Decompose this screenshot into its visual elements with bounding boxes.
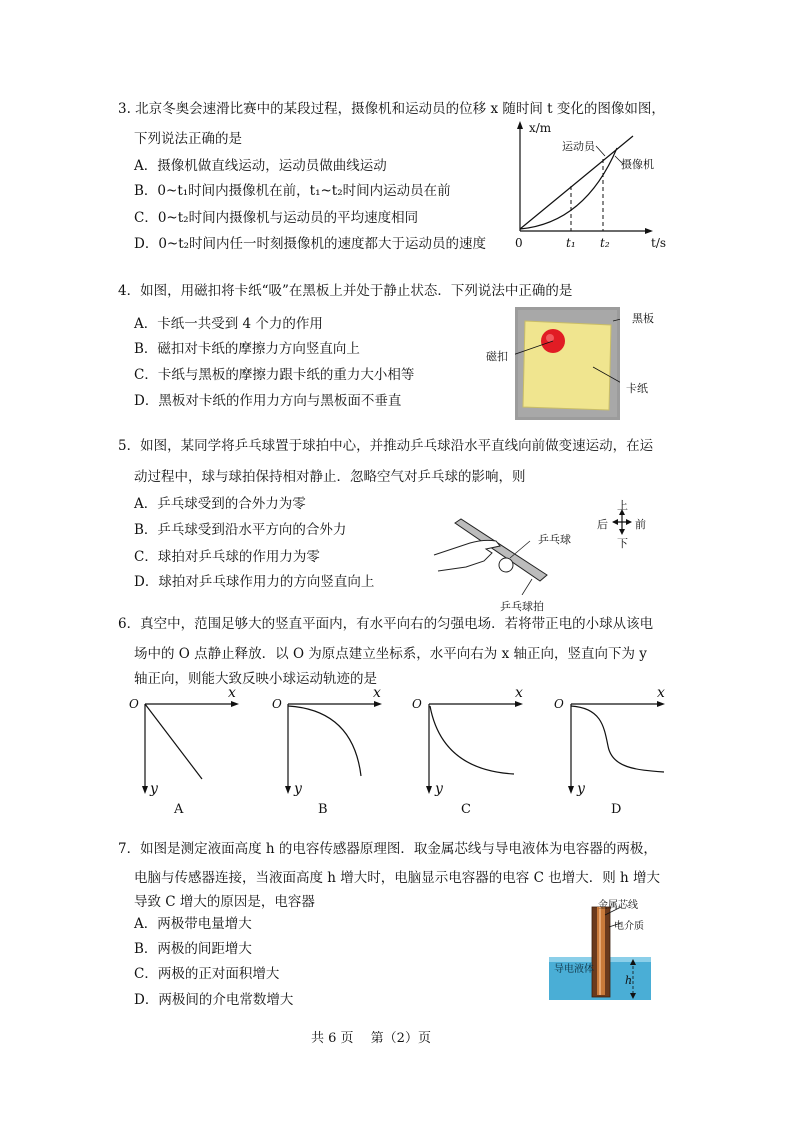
q5-stem-line2: 动过程中，球与球拍保持相对静止．忽略空气对乒乓球的影响，则 [134, 469, 526, 485]
q3-t1-label: t₁ [566, 236, 576, 250]
q3-option-d: D．0~t₂时间内任一时刻摄像机的速度都大于运动员的速度 [134, 236, 487, 252]
card-paper [523, 321, 611, 410]
q6-b-origin: O [272, 697, 282, 711]
q6-d-x: x [657, 685, 665, 701]
q5-option-c: C．球拍对乒乓球的作用力为零 [134, 549, 320, 565]
q3-option-c: C．0~t₂时间内摄像机与运动员的平均速度相同 [134, 210, 419, 226]
q4-board-label: 黑板 [632, 312, 654, 325]
q4-option-a: A．卡纸一共受到 4 个力的作用 [134, 316, 323, 332]
trajectory-concave-up [430, 706, 514, 774]
q6-a-origin: O [129, 697, 139, 711]
q5-down-label: 下 [617, 537, 628, 550]
q7-option-a: A．两极带电量增大 [134, 916, 252, 932]
q3-athlete-label: 运动员 [562, 140, 595, 153]
q4-magnet-label: 磁扣 [486, 350, 508, 363]
q7-liquid-label: 导电液体 [554, 964, 594, 975]
q7-stem-line3: 导致 C 增大的原因是，电容器 [134, 894, 315, 910]
q5-ball-label: 乒乓球 [538, 533, 571, 546]
q6-c-x: x [515, 685, 523, 701]
q7-stem-line2: 电脑与传感器连接，当液面高度 h 增大时，电脑显示电容器的电容 C 也增大．则 h 增大 [134, 870, 660, 886]
q7-option-b: B．两极的间距增大 [134, 941, 252, 957]
q5-up-label: 上 [617, 499, 628, 512]
q5-paddle-label: 乒乓球拍 [500, 600, 544, 613]
q3-t2-label: t₂ [600, 236, 610, 250]
q6-c-y: y [435, 781, 443, 797]
q4-option-c: C．卡纸与黑板的摩擦力跟卡纸的重力大小相等 [134, 367, 415, 383]
q6-caption-a: A [174, 802, 184, 817]
q5-option-b: B．乒乓球受到沿水平方向的合外力 [134, 522, 347, 538]
page-footer: 共 6 页 第（2）页 [311, 1031, 431, 1046]
q3-origin-label: 0 [515, 236, 523, 250]
q6-d-y: y [577, 781, 585, 797]
trajectory-s-curve [571, 706, 664, 772]
ping-pong-ball [499, 558, 513, 572]
q7-core-label: 金属芯线 [598, 900, 638, 911]
q6-caption-d: D [611, 802, 622, 817]
q3-y-axis-label: x/m [529, 121, 552, 135]
q6-a-y: y [150, 781, 158, 797]
q4-stem: 4．如图，用磁扣将卡纸“吸”在黑板上并处于静止状态．下列说法中正确的是 [118, 283, 573, 299]
q4-blackboard-figure [515, 307, 620, 420]
q3-camera-label: 摄像机 [621, 158, 654, 171]
q5-paddle-figure [430, 515, 560, 595]
q3-option-a: A．摄像机做直线运动，运动员做曲线运动 [134, 158, 387, 174]
q6-c-origin: O [412, 697, 422, 711]
q5-option-d: D．球拍对乒乓球作用力的方向竖直向上 [134, 574, 375, 590]
q5-stem-line1: 5．如图，某同学将乒乓球置于球拍中心，并推动乒乓球沿水平直线向前做变速运动，在运 [118, 438, 654, 454]
q7-option-c: C．两极的正对面积增大 [134, 966, 280, 982]
q6-caption-b: B [318, 802, 328, 817]
q4-option-b: B．磁扣对卡纸的摩擦力方向竖直向上 [134, 341, 360, 357]
q6-stem-line2: 场中的 O 点静止释放．以 O 为原点建立坐标系，水平向右为 x 轴正向，竖直向下为 y [134, 646, 647, 662]
q4-option-d: D．黑板对卡纸的作用力方向与黑板面不垂直 [134, 393, 402, 409]
q7-dielectric-label: 电介质 [614, 921, 644, 932]
q6-b-x: x [373, 685, 381, 701]
q5-front-label: 前 [635, 518, 646, 531]
q5-option-a: A．乒乓球受到的合外力为零 [134, 496, 306, 512]
q6-d-origin: O [554, 697, 564, 711]
hand [434, 540, 500, 571]
q6-a-x: x [228, 685, 236, 701]
q7-stem-line1: 7．如图是测定液面高度 h 的电容传感器原理图．取金属芯线与导电液体为电容器的两极， [118, 841, 657, 857]
q3-option-b: B．0~t₁时间内摄像机在前，t₁~t₂时间内运动员在前 [134, 183, 451, 199]
q5-back-label: 后 [597, 518, 608, 531]
q7-h-label: h [625, 974, 633, 987]
q3-stem-line2: 下列说法正确的是 [134, 131, 242, 147]
q7-option-d: D．两极间的介电常数增大 [134, 992, 294, 1008]
q6-b-y: y [294, 781, 302, 797]
q3-x-axis-label: t/s [651, 236, 667, 250]
trajectory-concave-down [288, 706, 361, 776]
q6-stem-line3: 轴正向，则能大致反映小球运动轨迹的是 [134, 671, 377, 687]
q4-card-label: 卡纸 [626, 382, 648, 395]
q3-stem-line1: 3. 北京冬奥会速滑比赛中的某段过程，摄像机和运动员的位移 x 随时间 t 变化的图像如图， [118, 101, 665, 117]
q6-stem-line1: 6．真空中，范围足够大的竖直平面内，有水平向右的匀强电场．若将带正电的小球从该电 [118, 616, 654, 632]
trajectory-straight [145, 704, 202, 779]
q6-caption-c: C [461, 802, 471, 817]
